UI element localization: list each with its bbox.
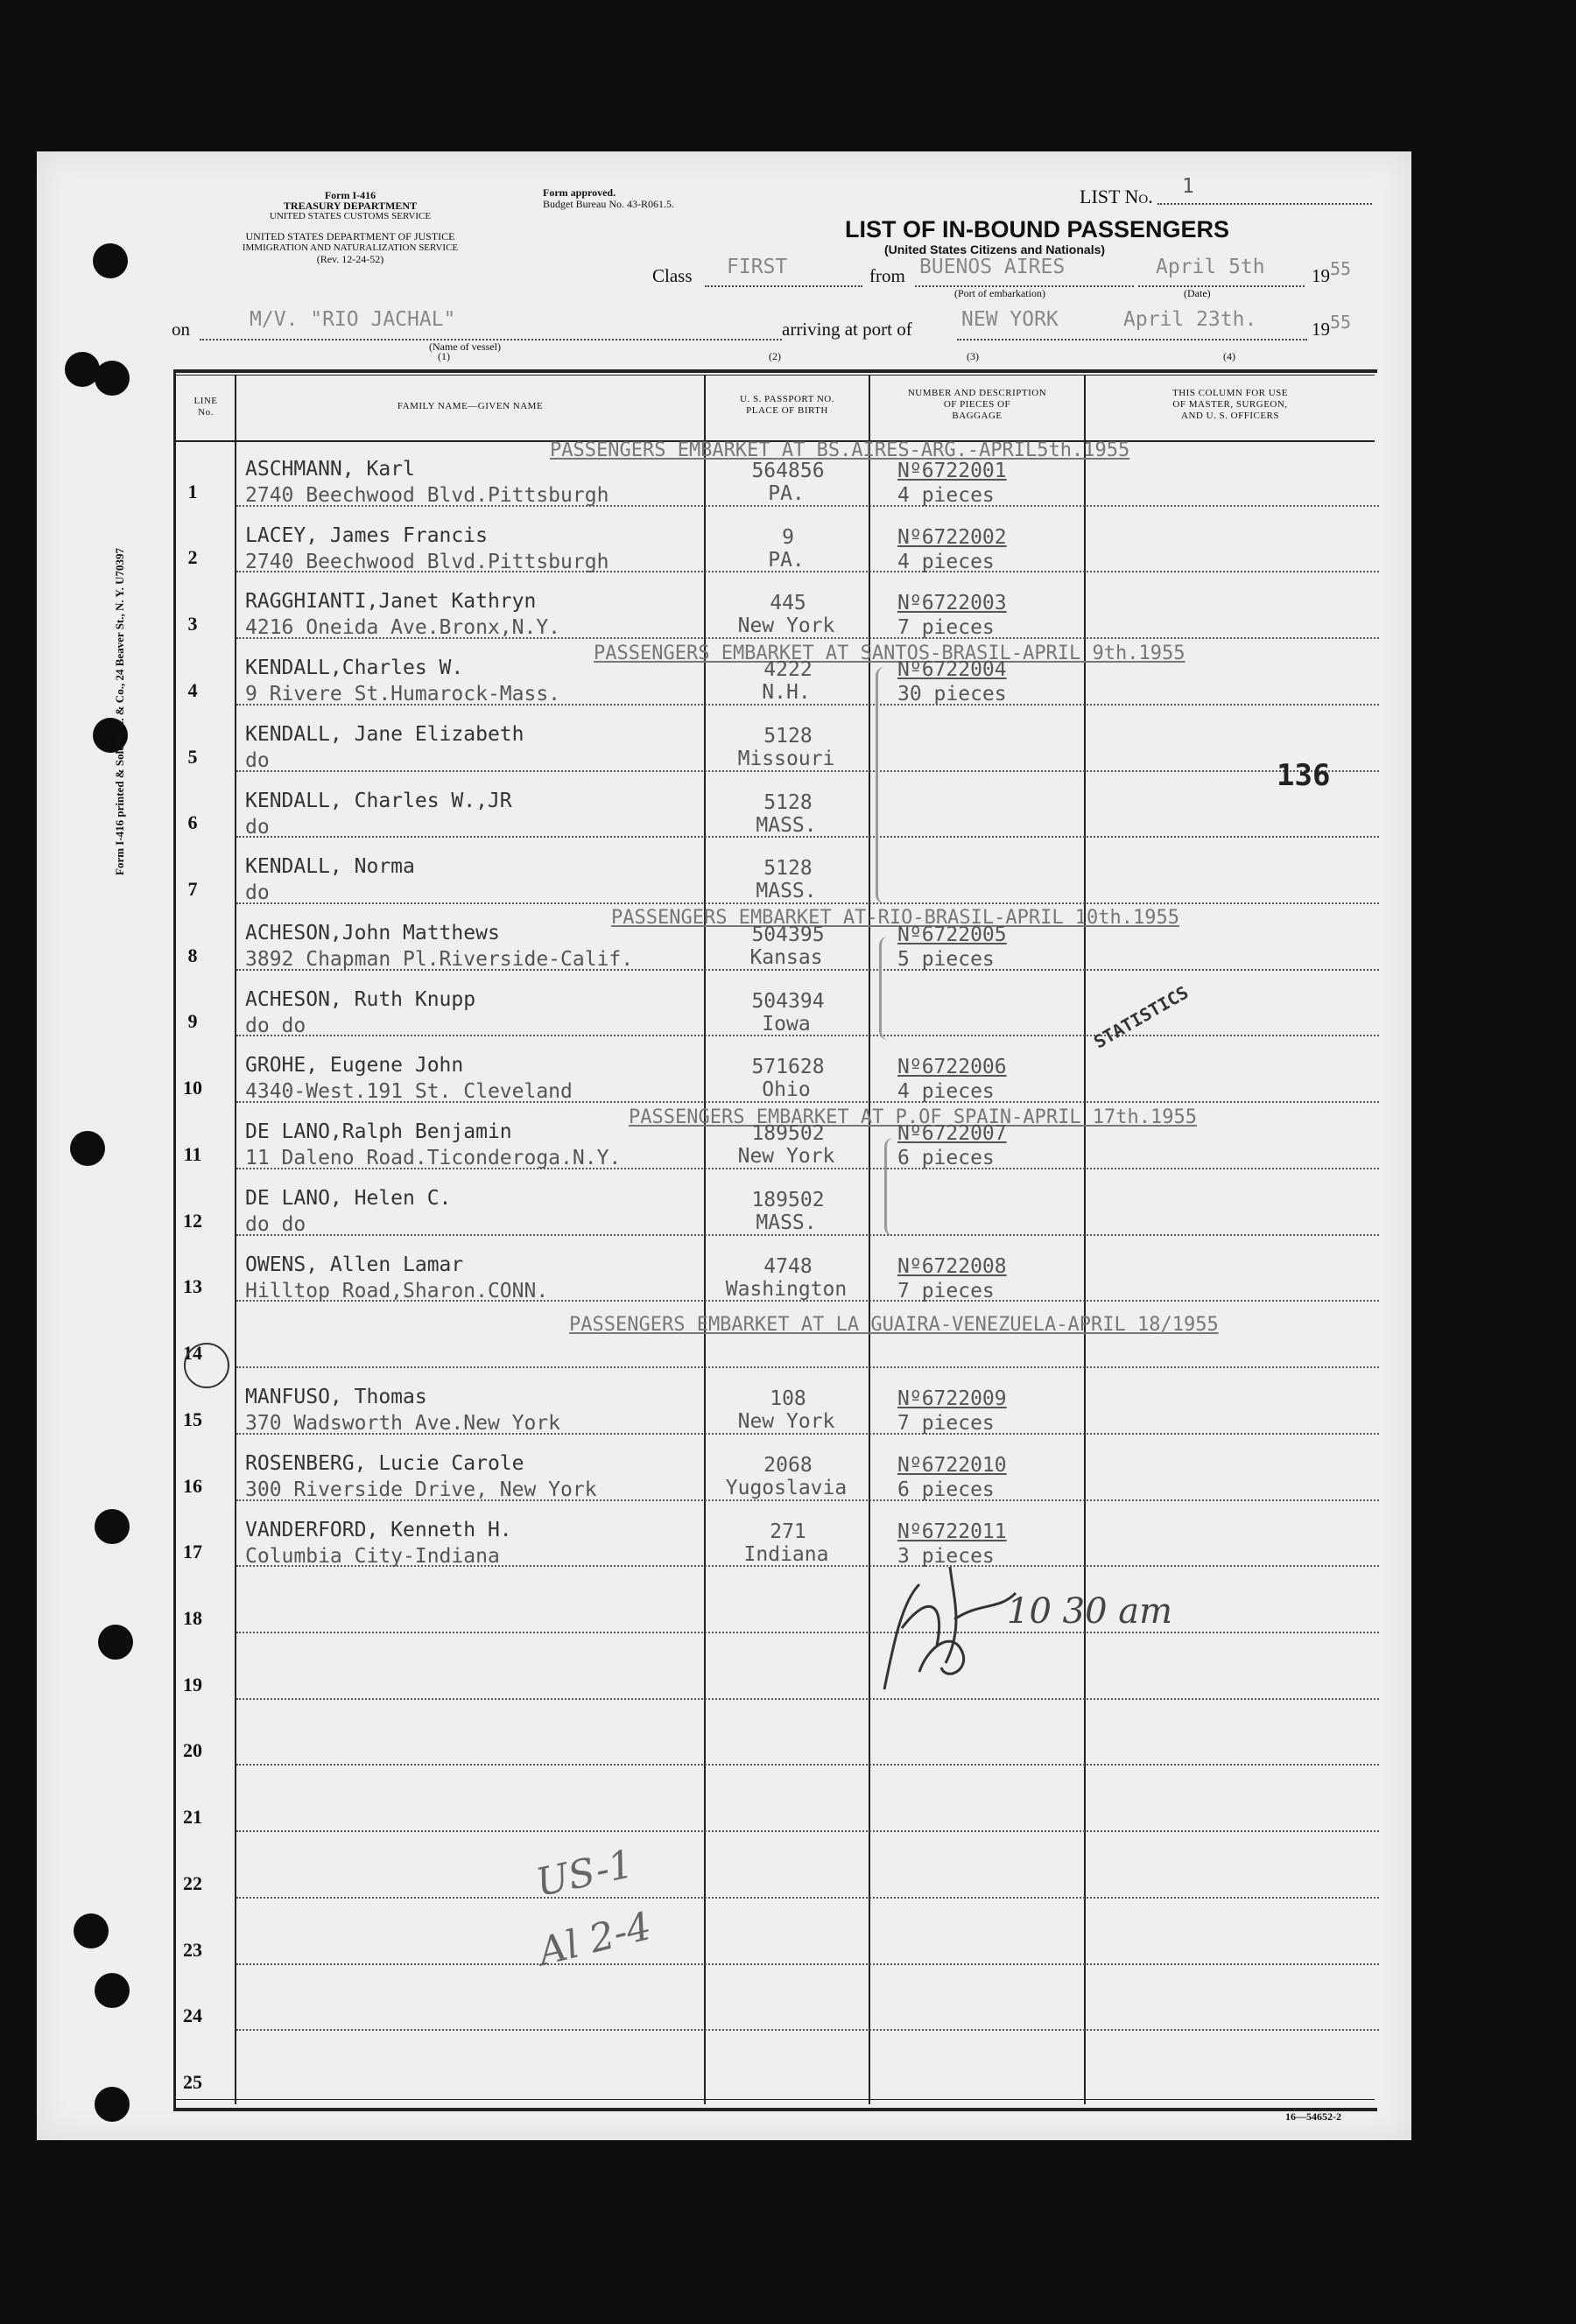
- line-number: 8: [187, 944, 198, 966]
- passenger-name: ACHESON,John Matthews: [245, 922, 500, 945]
- row-divider: [236, 1963, 1379, 1965]
- passport-number: 504395: [751, 923, 825, 947]
- list-no-label: LIST No.: [1080, 186, 1153, 207]
- baggage-number: Nº6722001: [897, 460, 1007, 482]
- baggage-number: Nº6722008: [897, 1254, 1007, 1278]
- place-of-birth: PA.: [768, 482, 805, 505]
- line-number: 19: [183, 1673, 202, 1696]
- row-divider: [236, 836, 1379, 838]
- year-prefix: 19: [1312, 265, 1330, 286]
- date-caption: (Date): [1184, 287, 1211, 299]
- line-number: 21: [183, 1806, 202, 1829]
- col-number-2: (2): [769, 350, 781, 362]
- passenger-name: KENDALL, Jane Elizabeth: [245, 722, 524, 746]
- line-number: 17: [183, 1541, 202, 1563]
- line-number: 23: [183, 1938, 202, 1961]
- baggage-number: Nº6722005: [897, 923, 1007, 947]
- from-year: 55: [1330, 258, 1352, 279]
- place-of-birth: New York: [737, 1410, 835, 1434]
- line-number: 4: [187, 678, 198, 701]
- form-subtitle: (United States Citizens and Nationals): [884, 242, 1106, 256]
- line-number: 13: [183, 1275, 202, 1298]
- line-number: 10: [183, 1077, 202, 1099]
- place-of-birth: Indiana: [743, 1542, 829, 1566]
- passenger-name: DE LANO,Ralph Benjamin: [245, 1120, 512, 1144]
- place-of-birth: Kansas: [749, 946, 823, 970]
- punch-hole: [95, 2087, 130, 2122]
- budget-bureau: Budget Bureau No. 43-R061.5.: [543, 198, 674, 210]
- arriving-label: arriving at port of: [782, 319, 912, 340]
- place-of-birth: New York: [737, 1145, 835, 1169]
- line-number: 2: [187, 546, 198, 569]
- port-embark-caption: (Port of embarkation): [954, 287, 1045, 299]
- line-number: 14: [183, 1342, 202, 1365]
- col-number-4: (4): [1223, 350, 1235, 362]
- line-number: 12: [183, 1209, 202, 1232]
- row-divider: [236, 902, 1379, 904]
- baggage-pieces: 4 pieces: [897, 484, 995, 507]
- embark-banner-santos: PASSENGERS EMBARKET AT SANTOS-BRASIL-APRIL 9th.1955: [594, 642, 1186, 664]
- punch-hole: [70, 1131, 105, 1166]
- col-header-line-no: LINE No.: [193, 396, 218, 418]
- passenger-address: 370 Wadsworth Ave.New York: [245, 1412, 561, 1436]
- passenger-address: do: [245, 881, 270, 905]
- passenger-address: 4216 Oneida Ave.Bronx,N.Y.: [245, 616, 561, 640]
- col-number-1: (1): [438, 350, 450, 362]
- col-header-officers: THIS COLUMN FOR USE OF MASTER, SURGEON, AND U. S. OFFICERS: [1171, 388, 1289, 421]
- passenger-address: do do: [245, 1212, 306, 1236]
- passport-number: 4748: [763, 1254, 813, 1278]
- ins-line: IMMIGRATION AND NATURALIZATION SERVICE: [242, 242, 459, 253]
- passenger-address: 2740 Beechwood Blvd.Pittsburgh: [245, 484, 609, 507]
- margin-note-al: Al 2-4: [533, 1903, 656, 1976]
- passenger-name: ROSENBERG, Lucie Carole: [245, 1451, 524, 1475]
- embark-banner-rio: PASSENGERS EMBARKET AT-RIO-BRASIL-APRIL 10th.1955: [611, 907, 1180, 929]
- row-divider: [236, 1897, 1379, 1899]
- passenger-count-stamp: 136: [1277, 758, 1331, 793]
- footer-code: 16—54652-2: [1285, 2110, 1341, 2123]
- baggage-pieces: 7 pieces: [897, 616, 995, 640]
- baggage-pieces: 7 pieces: [897, 1412, 995, 1436]
- passenger-address: 300 Riverside Drive, New York: [245, 1478, 597, 1501]
- passport-number: 9: [782, 525, 794, 549]
- col-number-3: (3): [967, 350, 979, 362]
- passenger-name: RAGGHIANTI,Janet Kathryn: [245, 590, 537, 614]
- baggage-pieces: 6 pieces: [897, 1147, 995, 1170]
- punch-hole: [95, 361, 130, 396]
- place-of-birth: Yugoslavia: [725, 1476, 848, 1499]
- col-header-passport: U. S. PASSPORT NO. PLACE OF BIRTH: [740, 394, 834, 416]
- arrival-port: NEW YORK: [961, 308, 1059, 331]
- line-number: 18: [183, 1606, 202, 1629]
- line-number: 7: [187, 878, 198, 901]
- line-number: 9: [187, 1010, 198, 1033]
- punch-hole: [95, 1509, 130, 1544]
- circled-line-marker: [184, 1343, 229, 1388]
- baggage-number: Nº6722004: [897, 658, 1007, 682]
- passport-number: 4222: [763, 658, 813, 682]
- punch-hole: [74, 1913, 109, 1948]
- vessel-name: M/V. "RIO JACHAL": [250, 308, 456, 331]
- form-number: Form I-416: [324, 189, 376, 201]
- passenger-name: KENDALL, Charles W.,JR: [245, 789, 512, 812]
- line-number: 20: [183, 1739, 202, 1762]
- passport-number: 189502: [751, 1188, 825, 1211]
- passenger-name: DE LANO, Helen C.: [245, 1186, 452, 1210]
- row-divider: [236, 1764, 1379, 1766]
- line-number: 6: [187, 811, 198, 834]
- side-imprint: Form I-416 printed & Sold by ... & Co., 24 Beaver St., N. Y. U70397: [113, 548, 126, 875]
- line-number: 22: [183, 1871, 202, 1894]
- passenger-address: do: [245, 748, 270, 772]
- rev-line: (Rev. 12-24-52): [316, 253, 384, 265]
- margin-note-us: US-1: [531, 1841, 637, 1906]
- passenger-address: 9 Rivere St.Humarock-Mass.: [245, 683, 561, 706]
- row-divider: [236, 2029, 1379, 2031]
- line-number: 11: [183, 1142, 202, 1165]
- place-of-birth: Missouri: [737, 747, 835, 770]
- punch-hole: [95, 1973, 130, 2008]
- arrival-date: April 23th.: [1123, 308, 1257, 331]
- baggage-number: Nº6722007: [897, 1122, 1007, 1146]
- baggage-pieces: 7 pieces: [897, 1279, 995, 1302]
- passport-number: 5128: [763, 724, 813, 748]
- embark-banner-buenos-aires: PASSENGERS EMBARKET AT BS.AIRES-ARG.-APRIL5th.1955: [550, 439, 1130, 461]
- vessel-caption: (Name of vessel): [429, 341, 501, 353]
- passport-number: 5128: [763, 857, 813, 881]
- from-date: April 5th: [1156, 256, 1265, 278]
- row-divider: [236, 1234, 1379, 1236]
- passport-number: 445: [770, 592, 806, 615]
- baggage-number: Nº6722002: [897, 525, 1007, 549]
- punch-hole: [98, 1625, 133, 1660]
- passenger-address: do: [245, 815, 270, 839]
- passenger-name: KENDALL,Charles W.: [245, 656, 464, 680]
- from-label: from: [869, 265, 905, 286]
- passenger-name: LACEY, James Francis: [245, 523, 488, 547]
- row-divider: [236, 770, 1379, 772]
- line-number: 15: [183, 1408, 202, 1430]
- from-port: BUENOS AIRES: [919, 256, 1066, 278]
- baggage-number: Nº6722010: [897, 1453, 1007, 1477]
- passport-number: 271: [770, 1520, 806, 1543]
- baggage-number: Nº6722006: [897, 1056, 1007, 1079]
- place-of-birth: Washington: [725, 1277, 848, 1301]
- embark-banner-la-guaira: PASSENGERS EMBARKET AT LA GUAIRA-VENEZUELA-APRIL 18/1955: [569, 1314, 1219, 1336]
- line-number: 1: [187, 480, 198, 502]
- justice-line: UNITED STATES DEPARTMENT OF JUSTICE: [245, 230, 455, 242]
- baggage-pieces: 3 pieces: [897, 1544, 995, 1568]
- passenger-name: KENDALL, Norma: [245, 855, 415, 879]
- baggage-pieces: 6 pieces: [897, 1478, 995, 1501]
- baggage-pieces: 30 pieces: [897, 683, 1007, 706]
- col-header-name: FAMILY NAME—GIVEN NAME: [397, 401, 544, 411]
- embark-banner-port-of-spain: PASSENGERS EMBARKET AT P.OF SPAIN-APRIL 17th.1955: [629, 1106, 1198, 1128]
- baggage-pieces: 5 pieces: [897, 948, 995, 972]
- arrival-year: 55: [1330, 312, 1352, 333]
- baggage-number: Nº6722009: [897, 1387, 1007, 1411]
- passenger-name: VANDERFORD, Kenneth H.: [245, 1518, 512, 1541]
- baggage-pieces: 4 pieces: [897, 1080, 995, 1104]
- line-number: 16: [183, 1474, 202, 1497]
- passenger-address: do do: [245, 1014, 306, 1037]
- baggage-number: Nº6722003: [897, 592, 1007, 615]
- line-number: 24: [183, 2005, 202, 2027]
- class-value: FIRST: [727, 256, 788, 278]
- passenger-name: MANFUSO, Thomas: [245, 1386, 427, 1409]
- passport-number: 108: [770, 1387, 806, 1411]
- passenger-address: Columbia City-Indiana: [245, 1544, 500, 1568]
- passenger-address: 3892 Chapman Pl.Riverside-Calif.: [245, 948, 634, 972]
- row-divider: [236, 1830, 1379, 1832]
- passenger-name: ASCHMANN, Karl: [245, 458, 415, 481]
- punch-hole: [93, 243, 128, 278]
- class-label: Class: [652, 265, 693, 286]
- place-of-birth: Ohio: [762, 1078, 811, 1102]
- line-number: 3: [187, 613, 198, 635]
- baggage-number: Nº6722011: [897, 1520, 1007, 1543]
- list-no-value: 1: [1182, 175, 1194, 198]
- passport-number: 5128: [763, 790, 813, 814]
- arrival-year-prefix: 19: [1312, 319, 1330, 340]
- passenger-address: 2740 Beechwood Blvd.Pittsburgh: [245, 550, 609, 573]
- passenger-address: Hilltop Road,Sharon.CONN.: [245, 1279, 549, 1302]
- line-number: 5: [187, 745, 198, 768]
- passenger-name: GROHE, Eugene John: [245, 1054, 464, 1078]
- passport-number: 504394: [751, 989, 825, 1013]
- place-of-birth: PA.: [768, 548, 805, 572]
- place-of-birth: MASS.: [756, 813, 817, 837]
- passport-number: 571628: [751, 1056, 825, 1079]
- passenger-name: ACHESON, Ruth Knupp: [245, 987, 476, 1011]
- signature-time-note: 10 30 am: [1007, 1591, 1173, 1632]
- form-title: LIST OF IN-BOUND PASSENGERS: [845, 216, 1230, 242]
- place-of-birth: New York: [737, 614, 835, 638]
- line-number: 25: [183, 2071, 202, 2093]
- on-label: on: [172, 319, 190, 340]
- passenger-address: 11 Daleno Road.Ticonderoga.N.Y.: [245, 1147, 622, 1170]
- passenger-address: 4340-West.191 St. Cleveland: [245, 1080, 573, 1104]
- passenger-name: OWENS, Allen Lamar: [245, 1253, 464, 1276]
- col-header-baggage: NUMBER AND DESCRIPTION OF PIECES OF BAGGAGE: [907, 388, 1047, 421]
- place-of-birth: MASS.: [756, 1211, 817, 1234]
- treasury-line: TREASURY DEPARTMENT: [283, 200, 418, 212]
- passport-number: 2068: [763, 1453, 813, 1477]
- row-divider: [236, 1366, 1379, 1368]
- statistics-stamp: STATISTICS: [1090, 981, 1193, 1053]
- customs-line: UNITED STATES CUSTOMS SERVICE: [269, 211, 432, 221]
- place-of-birth: N.H.: [762, 681, 811, 705]
- place-of-birth: MASS.: [756, 880, 817, 903]
- row-divider: [236, 1035, 1379, 1036]
- baggage-pieces: 4 pieces: [897, 550, 995, 573]
- form-approved: Form approved.: [543, 186, 616, 199]
- passport-number: 189502: [751, 1122, 825, 1146]
- passport-number: 564856: [751, 460, 825, 482]
- place-of-birth: Iowa: [762, 1012, 811, 1036]
